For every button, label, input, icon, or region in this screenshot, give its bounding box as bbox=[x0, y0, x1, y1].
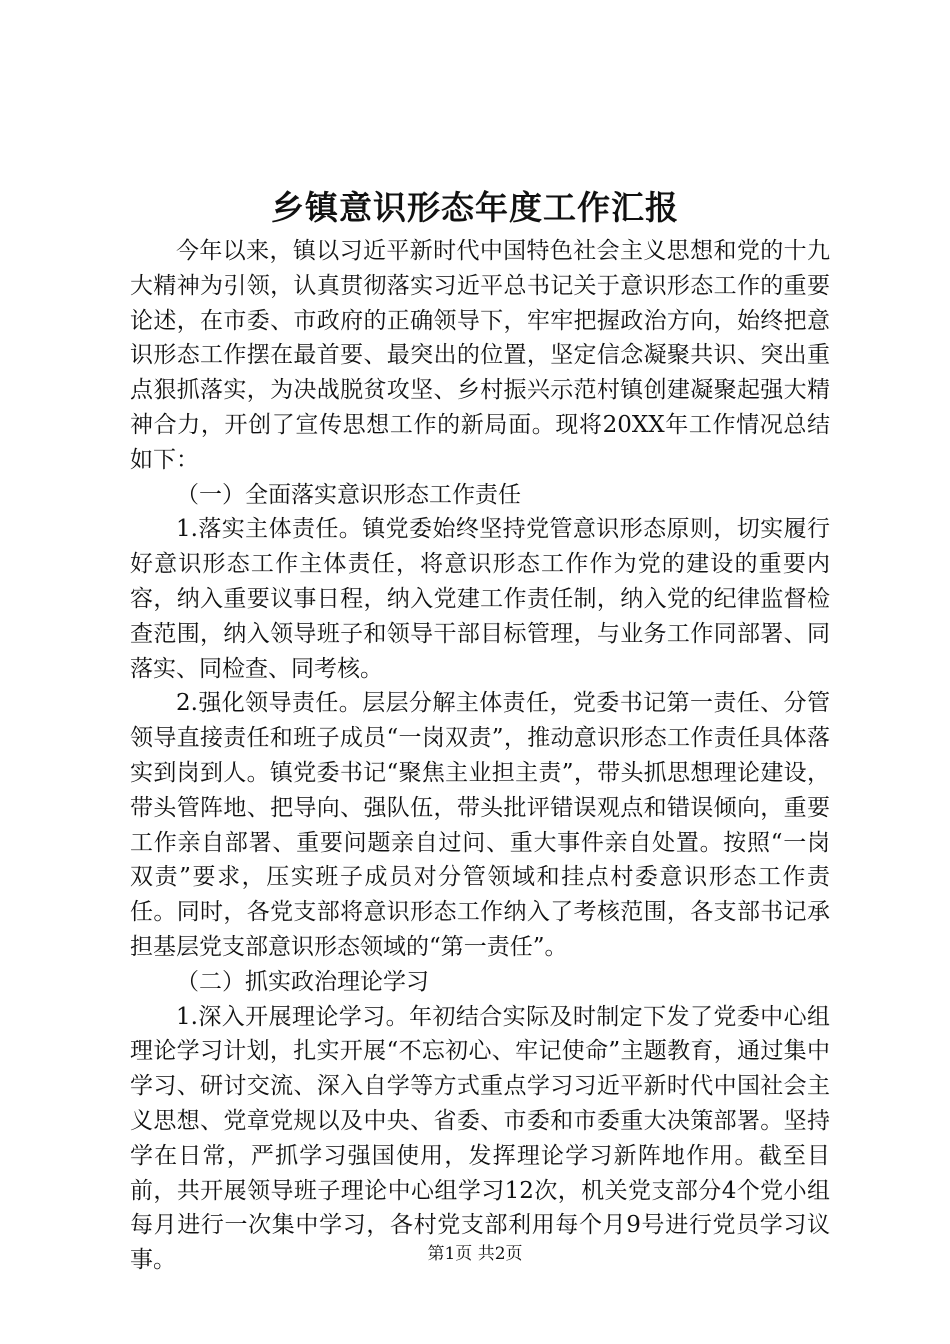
section-1-item-1: 1.落实主体责任。镇党委始终坚持党管意识形态原则，切实履行好意识形态工作主体责任，将意识形态工作作为党的建设的重要内容，纳入重要议事日程，纳入党建工作责任制，纳入党的纪律监督检查范围，纳入领导班子和领导干部目标管理，与业务工作同部署、同落实、同检查、同考核。 bbox=[130, 516, 830, 682]
section-1-item-2: 2.强化领导责任。层层分解主体责任，党委书记第一责任、分管领导直接责任和班子成员“一岗双责”，推动意识形态工作责任具体落实到岗到人。镇党委书记“聚焦主业担主责”，带头抓思想理论建设，带头管阵地、把导向、强队伍，带头批评错误观点和错误倾向，重要工作亲自部署、重要问题亲自过问、重大事件亲自处置。按照“一岗双责”要求，压实班子成员对分管领域和挂点村委意识形态工作责任。同时，各党支部将意识形态工作纳入了考核范围，各支部书记承担基层党支部意识形态领域的“第一责任”。 bbox=[130, 690, 830, 960]
section-2-heading: （二）抓实政治理论学习 bbox=[176, 968, 429, 995]
document-body bbox=[130, 234, 830, 1278]
page-number-footer: 第1页 共2页 bbox=[427, 1244, 523, 1264]
section-2-item-1: 1.深入开展理论学习。年初结合实际及时制定下发了党委中心组理论学习计划，扎实开展“不忘初心、牢记使命”主题教育，通过集中学习、研讨交流、深入自学等方式重点学习习近平新时代中国社会主义思想、党章党规以及中央、省委、市委和市委重大决策部署。坚持学在日常，严抓学习强国使用，发挥理论学习新阵地作用。截至目前，共开展领导班子理论中心组学习12次，机关党支部分4个党小组每月进行一次集中学习，各村党支部利用每个月9号进行党员学习议事。 bbox=[130, 1003, 830, 1274]
section-1-heading: （一）全面落实意识形态工作责任 bbox=[176, 481, 521, 508]
intro-paragraph: 今年以来，镇以习近平新时代中国特色社会主义思想和党的十九大精神为引领，认真贯彻落实习近平总书记关于意识形态工作的重要论述，在市委、市政府的正确领导下，牢牢把握政治方向，始终把意识形态工作摆在最首要、最突出的位置，坚定信念凝聚共识、突出重点狠抓落实，为决战脱贫攻坚、乡村振兴示范村镇创建凝聚起强大精神合力，开创了宣传思想工作的新局面。现将20XX年工作情况总结如下： bbox=[130, 238, 830, 473]
document-title: 乡镇意识形态年度工作汇报 bbox=[271, 188, 679, 227]
